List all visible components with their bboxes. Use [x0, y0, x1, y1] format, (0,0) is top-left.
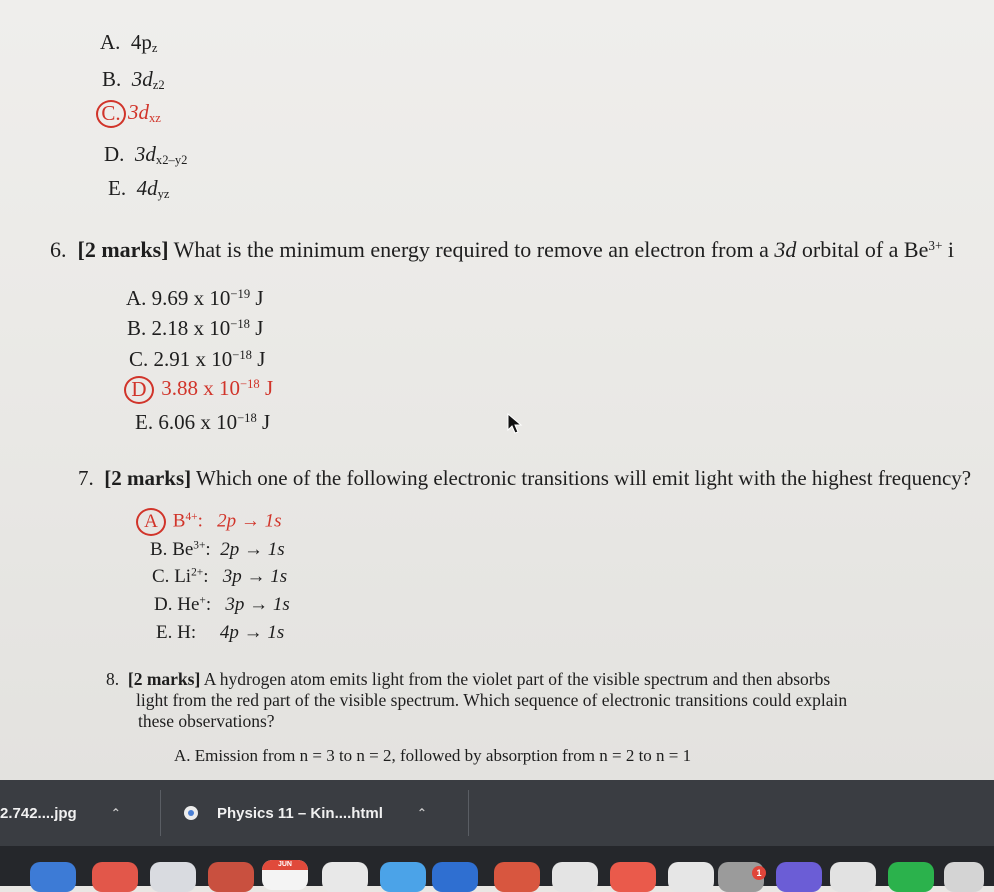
download-item-image[interactable] — [0, 780, 121, 846]
q7-prompt: 7. [2 marks] Which one of the following electronic transitions will emit light with the highest frequency? — [78, 466, 972, 490]
app-icon[interactable] — [92, 862, 138, 892]
q5-option-c-circled: C. $3d_{xz}$ — [96, 100, 161, 128]
download-filename: Physics 11 – Kin....html — [217, 804, 383, 822]
q8-prompt-line3: these observations? — [138, 711, 275, 731]
app-icon[interactable] — [150, 862, 196, 892]
q8-option-a: A. Emission from n = 3 to n = 2, followed by absorption from n = 2 to n = 1 — [174, 746, 692, 765]
app-icon[interactable] — [322, 862, 368, 892]
answer-circle: D — [124, 376, 154, 404]
q6-option-e: E. 6.06 x $10^{-18}$ J — [135, 410, 271, 434]
q6-option-c: C. 2.91 x $10^{-18}$ J — [129, 347, 266, 371]
dock — [0, 846, 994, 886]
app-icon[interactable] — [552, 862, 598, 892]
chevron-up-icon[interactable]: ⌃ — [110, 806, 121, 820]
q7-option-b: B. $Be^{3+}$: 2p → 1s — [150, 539, 285, 560]
app-icon[interactable] — [830, 862, 876, 892]
app-icon[interactable] — [208, 862, 254, 892]
calendar-month: JUN — [262, 860, 308, 870]
q8-prompt-line1: 8. [2 marks] A hydrogen atom emits light from the violet part of the visible spectrum and then absorbs — [106, 669, 831, 689]
app-icon[interactable] — [888, 862, 934, 892]
app-icon[interactable] — [610, 862, 656, 892]
q5-option-e: E. $4d_{yz}$ — [108, 176, 170, 202]
download-filename: 2.742....jpg — [0, 804, 77, 822]
q6-option-d-circled: D 3.88 x $10^{-18}$ J — [124, 376, 273, 404]
notification-badge: 1 — [752, 866, 766, 880]
divider — [160, 790, 161, 836]
q7-option-d: D. He+: 3p → 1s — [154, 594, 290, 615]
q7-option-e: E. H: 4p → 1s — [156, 622, 285, 643]
app-icon[interactable] — [668, 862, 714, 892]
chevron-up-icon[interactable]: ⌃ — [416, 806, 427, 820]
q6-option-a: A. 9.69 x $10^{-19}$ J — [126, 286, 264, 310]
chrome-file-icon — [183, 805, 199, 821]
app-icon[interactable] — [776, 862, 822, 892]
answer-circle: A — [136, 508, 166, 536]
app-icon[interactable] — [494, 862, 540, 892]
app-icon[interactable] — [944, 862, 984, 892]
app-icon[interactable] — [432, 862, 478, 892]
mouse-pointer-icon — [507, 413, 523, 435]
q5-option-d: D. $3d_{x2-y2}$ — [104, 142, 188, 168]
divider — [468, 790, 469, 836]
finder-icon[interactable] — [30, 862, 76, 892]
download-item-html[interactable] — [183, 780, 427, 846]
app-icon[interactable] — [380, 862, 426, 892]
q6-option-b: B. 2.18 x $10^{-18}$ J — [127, 316, 264, 340]
q5-option-a: A. $4p_z$ — [100, 30, 158, 56]
q8-prompt-line2: light from the red part of the visible spectrum. Which sequence of electronic transitions could explain — [136, 690, 848, 710]
downloads-bar — [0, 780, 994, 846]
q6-prompt: 6. [2 marks] What is the minimum energy required to remove an electron from a 3d orbital of a $Be^{3+}$ i — [50, 237, 955, 262]
q5-option-b: B. $3d_{z2}$ — [102, 67, 165, 93]
q7-option-a-circled: A $B^{4+}$: 2p → 1s — [136, 508, 282, 536]
answer-circle: C. — [96, 100, 126, 128]
q7-option-c: C. $Li^{2+}$: 3p → 1s — [152, 566, 288, 587]
